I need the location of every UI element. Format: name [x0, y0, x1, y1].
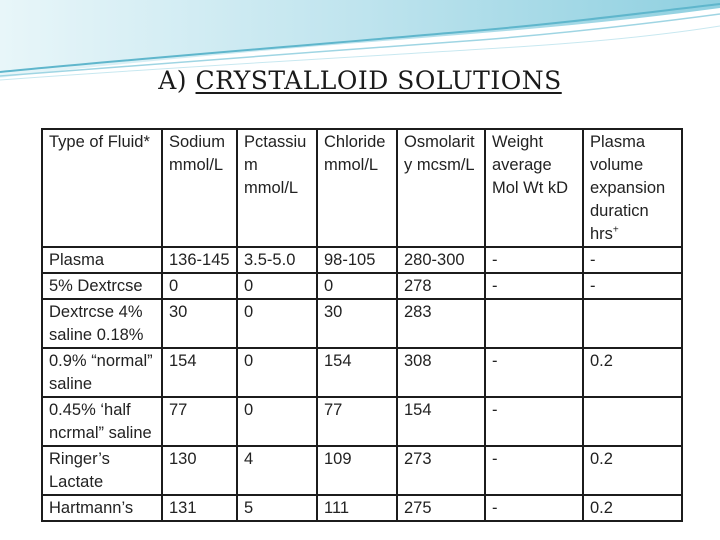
header-cell: Pctassium mmol/L	[237, 129, 317, 247]
table-cell: 283	[397, 299, 485, 348]
table-cell: 0	[237, 299, 317, 348]
table-cell	[583, 299, 682, 348]
table-cell: 30	[162, 299, 237, 348]
header-cell: Type of Fluid*	[42, 129, 162, 247]
table-row	[42, 273, 682, 299]
slide-title	[0, 66, 720, 95]
table-cell: 0.9% “normal” saline	[42, 348, 162, 397]
table-row	[42, 446, 682, 495]
table-cell: Dextrcse 4% saline 0.18%	[42, 299, 162, 348]
crystalloid-table-container	[41, 128, 681, 522]
table-cell: 77	[317, 397, 397, 446]
table-cell: -	[583, 247, 682, 273]
table-cell: 111	[317, 495, 397, 521]
table-cell: 308	[397, 348, 485, 397]
footnote-mark: +	[612, 224, 619, 236]
table-cell: 278	[397, 273, 485, 299]
table-cell: 130	[162, 446, 237, 495]
table-cell: 275	[397, 495, 485, 521]
table-cell: Plasma	[42, 247, 162, 273]
header-cell: Osmolarity mcsm/L	[397, 129, 485, 247]
table-cell: 0	[317, 273, 397, 299]
table-cell: 0.2	[583, 348, 682, 397]
table-cell: 77	[162, 397, 237, 446]
table-cell: Ringer’s Lactate	[42, 446, 162, 495]
table-cell: 0.2	[583, 446, 682, 495]
header-cell: Weight average Mol Wt kD	[485, 129, 583, 247]
title-prefix: A)	[158, 66, 188, 95]
table-cell: -	[485, 348, 583, 397]
table-cell: 0	[237, 397, 317, 446]
table-row	[42, 348, 682, 397]
table-cell: 0	[237, 273, 317, 299]
table-cell: 109	[317, 446, 397, 495]
table-cell: 3.5-5.0	[237, 247, 317, 273]
table-cell: 131	[162, 495, 237, 521]
table-cell	[583, 397, 682, 446]
table-cell: Hartmann’s	[42, 495, 162, 521]
table-row	[42, 397, 682, 446]
table-cell: 136-145	[162, 247, 237, 273]
header-cell: Chloride mmol/L	[317, 129, 397, 247]
table-cell	[485, 299, 583, 348]
table-cell: 5% Dextrcse	[42, 273, 162, 299]
table-cell: 98-105	[317, 247, 397, 273]
table-cell: 273	[397, 446, 485, 495]
table-cell: 0.2	[583, 495, 682, 521]
header-cell: Plasma volume expansion duraticn hrs+	[583, 129, 682, 247]
table-cell: -	[485, 273, 583, 299]
table-row	[42, 299, 682, 348]
header-cell: Sodium mmol/L	[162, 129, 237, 247]
table-cell: 0	[162, 273, 237, 299]
table-cell: 280-300	[397, 247, 485, 273]
table-row	[42, 495, 682, 521]
table-cell: -	[485, 446, 583, 495]
crystalloid-table	[41, 128, 683, 522]
table-cell: 0	[237, 348, 317, 397]
table-cell: -	[485, 397, 583, 446]
table-cell: 30	[317, 299, 397, 348]
table-cell: 154	[162, 348, 237, 397]
table-row	[42, 247, 682, 273]
table-cell: 5	[237, 495, 317, 521]
table-cell: -	[485, 495, 583, 521]
table-cell: 0.45% ‘half ncrmal” saline	[42, 397, 162, 446]
table-cell: 154	[317, 348, 397, 397]
table-header-row	[42, 129, 682, 247]
table-cell: 154	[397, 397, 485, 446]
table-cell: -	[583, 273, 682, 299]
table-cell: -	[485, 247, 583, 273]
table-cell: 4	[237, 446, 317, 495]
title-text: CRYSTALLOID SOLUTIONS	[195, 66, 562, 95]
